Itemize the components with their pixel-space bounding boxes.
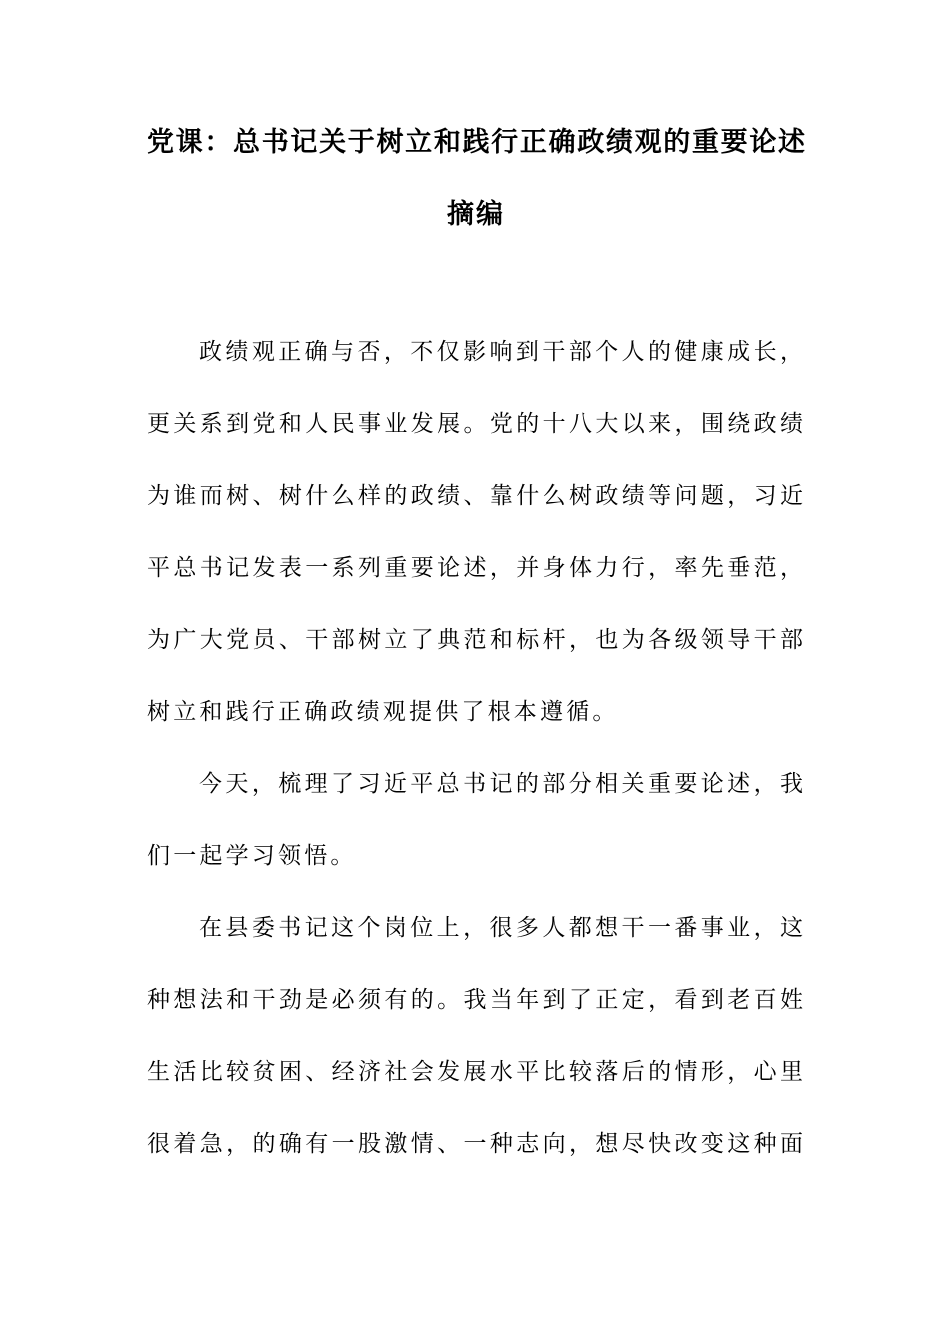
text-line: 树立和践行正确政绩观提供了根本遵循。 [147,699,619,725]
title-line-1: 党课：总书记关于树立和践行正确政绩观的重要论述 [147,127,805,158]
paragraph-2 [147,748,803,892]
document-body [147,316,803,1180]
text-line: 在县委书记这个岗位上，很多人都想干一番事业，这 [199,915,803,941]
paragraph-1 [147,316,803,748]
text-line: 平总书记发表一系列重要论述，并身体力行，率先垂范， [147,555,803,581]
text-line: 政绩观正确与否，不仅影响到干部个人的健康成长， [199,339,803,365]
text-line: 更关系到党和人民事业发展。党的十八大以来，围绕政绩 [147,411,803,437]
text-line: 为谁而树、树什么样的政绩、靠什么树政绩等问题，习近 [147,483,803,509]
text-line: 种想法和干劲是必须有的。我当年到了正定，看到老百姓 [147,987,803,1013]
text-line: 很着急，的确有一股激情、一种志向，想尽快改变这种面 [147,1131,803,1157]
paragraph-3 [147,892,803,1180]
text-line: 今天，梳理了习近平总书记的部分相关重要论述，我 [199,771,803,797]
text-line: 为广大党员、干部树立了典范和标杆，也为各级领导干部 [147,627,803,653]
title-line-2: 摘编 [447,199,505,230]
text-line: 生活比较贫困、经济社会发展水平比较落后的情形，心里 [147,1059,803,1085]
text-line: 们一起学习领悟。 [147,843,357,869]
document-title [147,107,805,251]
